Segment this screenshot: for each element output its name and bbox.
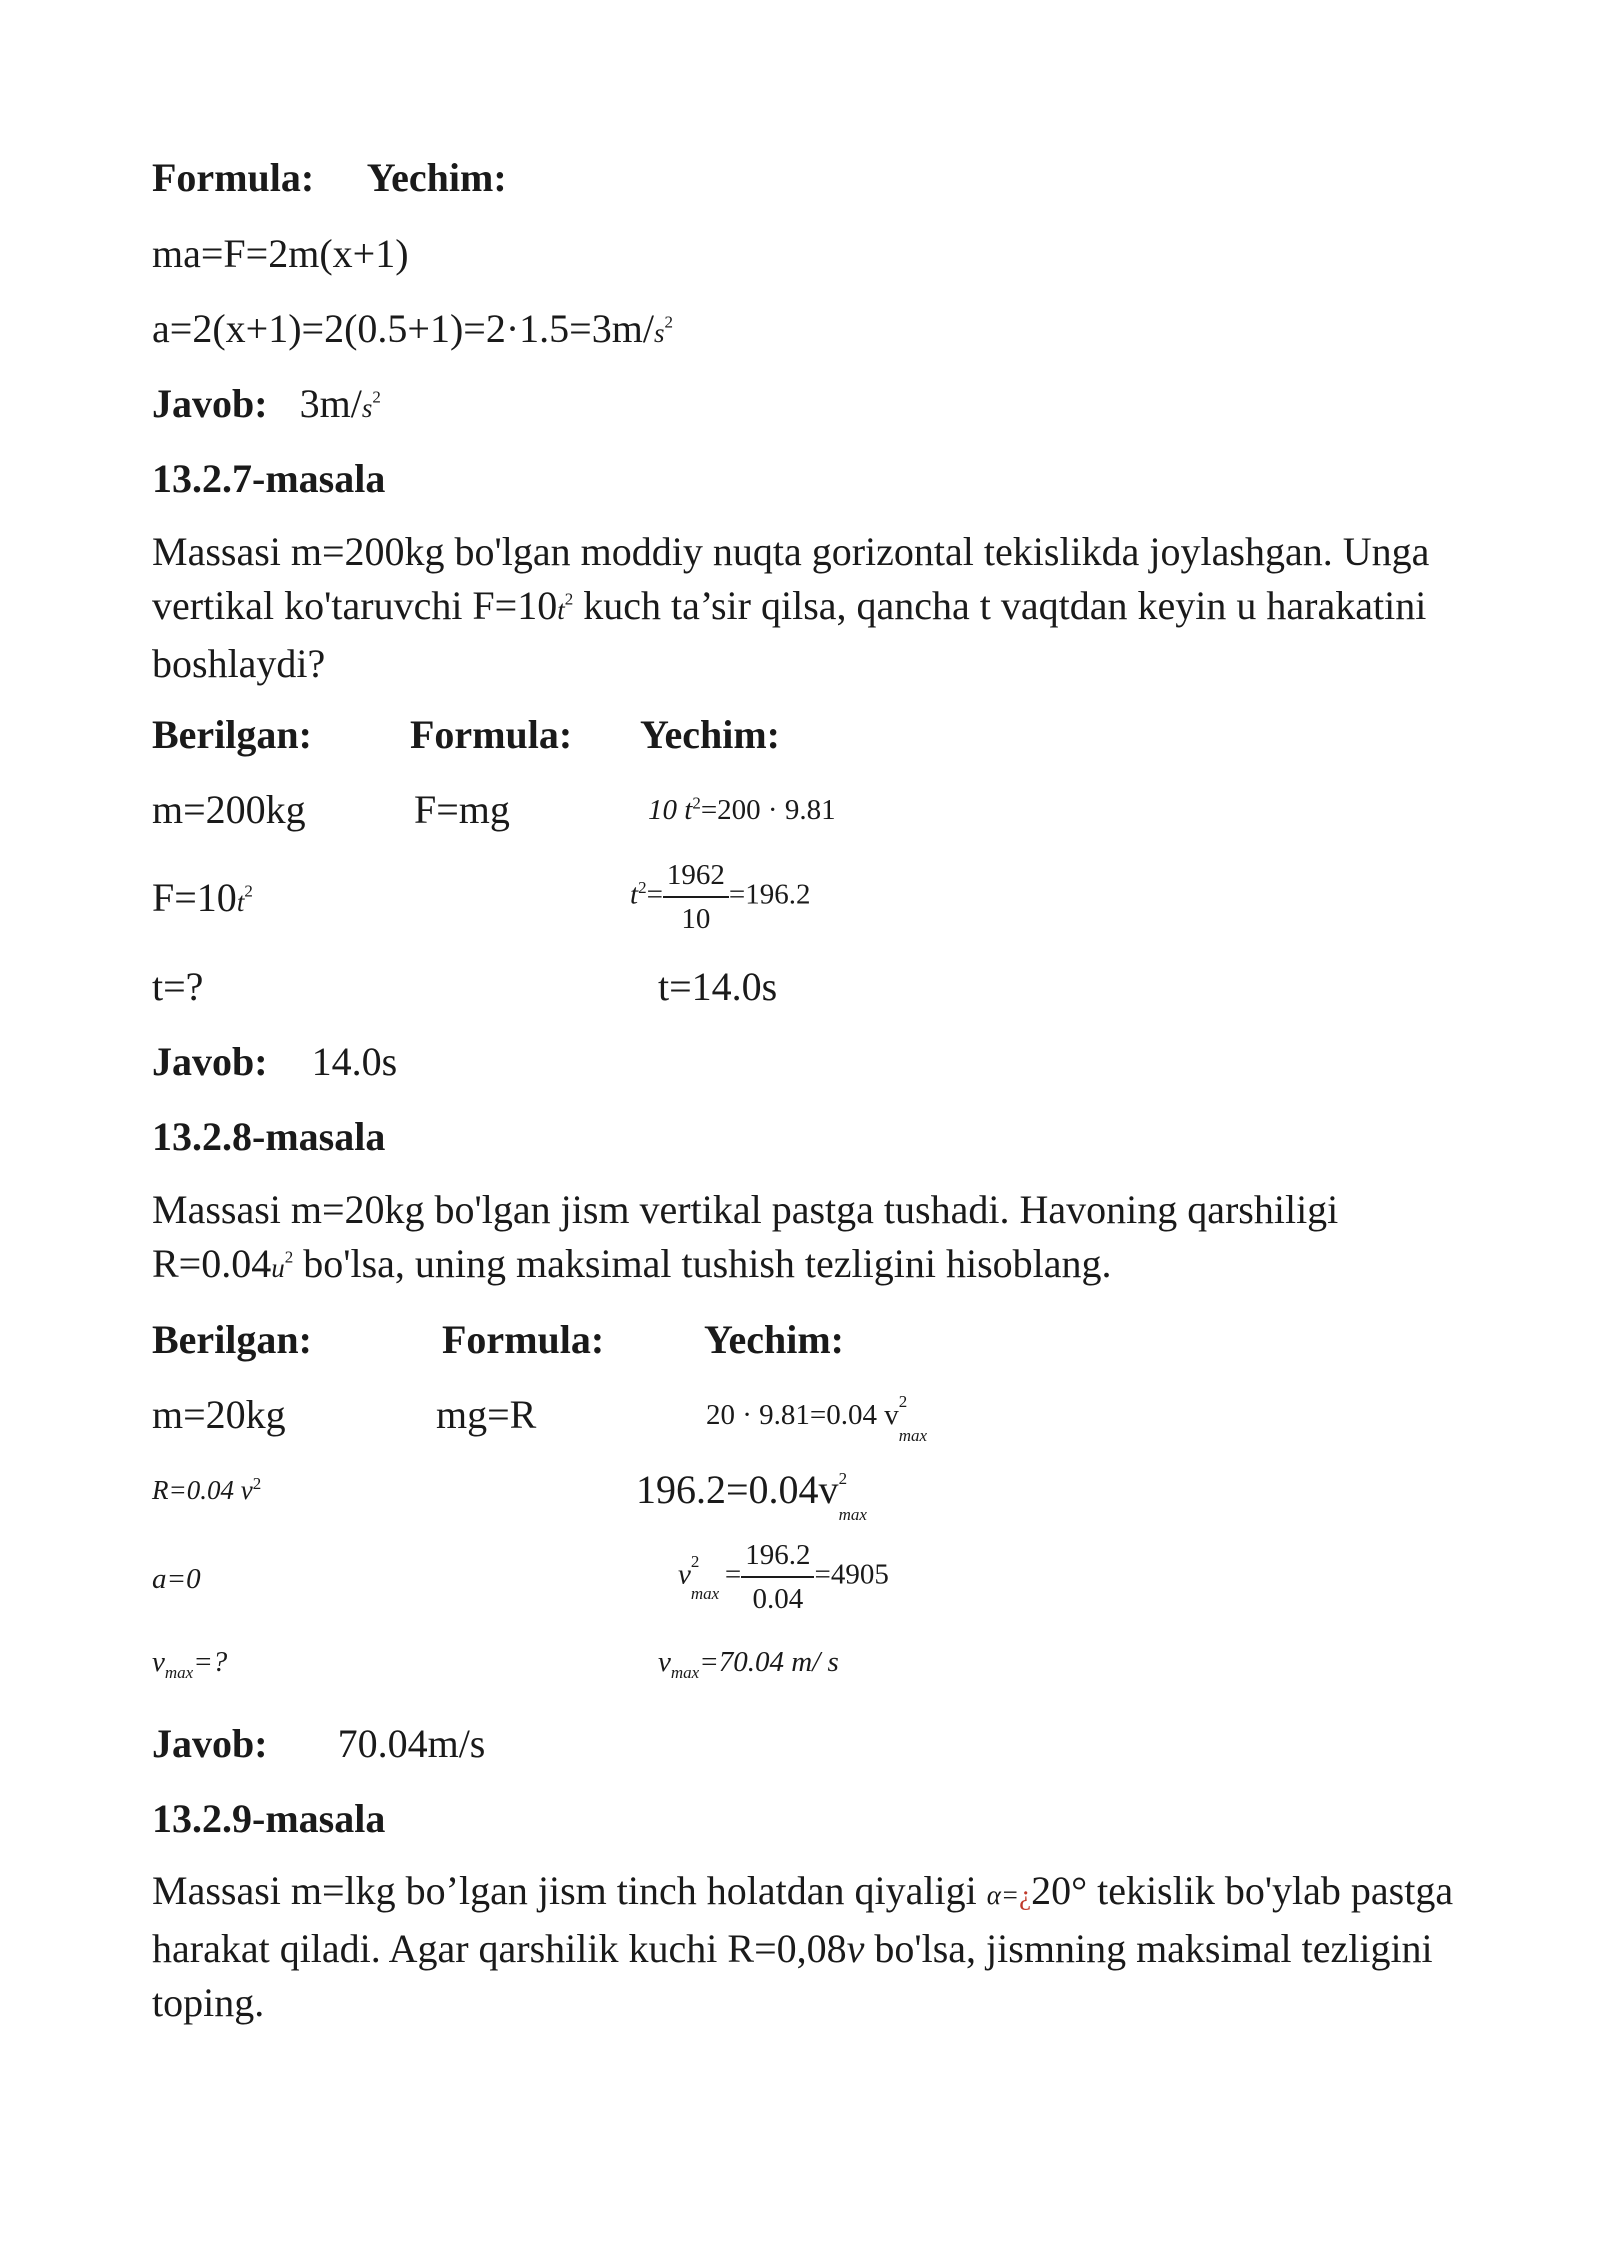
subscript-max: max — [164, 1662, 194, 1682]
javob-value: 3m/ — [299, 381, 362, 426]
subscript-max: max — [670, 1662, 700, 1682]
problem-title-13-2-7: 13.2.7-masala — [152, 456, 386, 501]
problem-text-part: bo'lsa, jismning maksimal tezligini toping. — [152, 1926, 1433, 2025]
solution-step-2-rhs: =196.2 — [728, 878, 811, 911]
problem-text-part: Massasi m=lkg bo’lgan jism tinch holatdan qiyaligi — [152, 1868, 987, 1913]
solution-step-3: v 2 max = $\frac{196.2}{0.04}$ =4905 — [678, 1536, 889, 1618]
solution-step-1-lhs: 10 t — [648, 794, 693, 826]
given-mass: m=200kg — [152, 787, 306, 832]
given-mass: m=20kg — [152, 1392, 286, 1437]
answer-line-top: Javob: $3m/s^2$ — [152, 381, 381, 426]
javob-label: Javob: — [152, 381, 268, 426]
problem-text-part: 20° tekislik bo'ylab pastga harakat qiladi. Agar qarshilik kuchi R=0,08 — [152, 1868, 1454, 1971]
solution-step-1: 20 · 9.81=0.04 v 2 max — [706, 1392, 928, 1445]
given-force: $F=10t^2$ — [152, 875, 253, 920]
fraction-numerator: 1962 — [663, 856, 729, 898]
formula-label: Formula: — [152, 155, 315, 200]
problem-text-part: Massasi m=20kg bo'lgan jism vertikal pastga tushadi. Havoning qarshiligi R=0.04 — [152, 1187, 1339, 1286]
given-force-text: F=10 — [152, 875, 237, 920]
fraction — [741, 1536, 814, 1618]
yechim-label: Yechim: — [640, 712, 780, 757]
problem-variable: t — [557, 595, 565, 625]
formula-label: Formula: — [442, 1317, 605, 1362]
javob-value: 70.04m/s — [337, 1721, 486, 1766]
fraction — [663, 856, 729, 938]
formula-yechim-header — [152, 152, 507, 204]
alpha-symbol: α= — [986, 1880, 1020, 1910]
given-unknown-t: t=? — [152, 964, 204, 1009]
problem-text-13-2-8: Massasi m=20kg bo'lgan jism vertikal pastga tushadi. Havoning qarshiligi $R=0.04u^2$ bo'lsa, uning maksimal tushish tezligini hisoblang. — [152, 1187, 1339, 1286]
velocity-symbol: v — [678, 1558, 691, 1591]
solution-step-3-rhs: =4905 — [814, 1558, 889, 1591]
problem-title-13-2-8: 13.2.8-masala — [152, 1114, 386, 1159]
javob-label: Javob: — [152, 1721, 268, 1766]
javob-value: 14.0s — [311, 1039, 398, 1084]
answer-line-13-2-7 — [152, 1036, 397, 1088]
equation-2-unit: s — [653, 318, 665, 348]
solution-result: t=14.0s — [658, 964, 778, 1009]
formula-mg-r: mg=R — [436, 1392, 537, 1437]
given-resistance: R=0.04 $v^2$ — [152, 1474, 262, 1505]
given-force-var: t — [236, 887, 245, 917]
solution-step-1-text: 20 · 9.81=0.04 v — [706, 1399, 899, 1431]
fraction-denominator: 10 — [681, 903, 711, 935]
problem-title-13-2-9: 13.2.9-masala — [152, 1796, 386, 1841]
formula-label: Formula: — [410, 712, 573, 757]
equation-2: $a=2(x+1)=2(0.5+1)=2\cdot 1.5=3m/s^2$ — [152, 306, 673, 351]
formula-f-mg: F=mg — [414, 787, 510, 832]
equation-2-text: a=2(x+1)=2(0.5+1)=2·1.5=3m/ — [152, 306, 654, 351]
problem-text-13-2-7: Massasi m=200kg bo'lgan moddiy nuqta gorizontal tekislikda joylashgan. Unga vertikal ko'taruvchi $F=10t^2$ kuch ta’sir qilsa, qancha t vaqtdan keyin u harakatini boshlaydi? — [152, 529, 1430, 686]
solution-step-1-rhs: =200 · 9.81 — [700, 794, 836, 826]
solution-step-1: 10 $t^2=200 \cdot 9.81$ — [648, 793, 836, 826]
problem-text-part: bo'lsa, uning maksimal tushish tezligini hisoblang. — [293, 1241, 1112, 1286]
problem-text-part: kuch ta’sir qilsa, qancha t vaqtdan keyin u harakatini boshlaydi? — [152, 583, 1427, 686]
fraction-numerator: 196.2 — [741, 1536, 814, 1578]
given-unknown-vmax — [152, 1636, 227, 1688]
inverted-question-mark: ¿ — [1019, 1880, 1032, 1910]
problem-text-13-2-9 — [152, 1864, 1472, 2030]
velocity-symbol: v — [846, 1926, 865, 1971]
velocity-symbol: v — [152, 1646, 165, 1678]
solution-step-4-rhs: =70.04 m/ s — [699, 1646, 839, 1678]
solution-step-2: 196.2=0.04v 2 max — [636, 1467, 867, 1524]
given-unknown-text: =? — [193, 1646, 228, 1678]
yechim-label: Yechim: — [366, 155, 507, 200]
equation-1: ma=F=2m(x+1) — [152, 231, 409, 276]
yechim-label: Yechim: — [704, 1317, 844, 1362]
answer-line-13-2-8 — [152, 1718, 485, 1770]
fraction-denominator: 0.04 — [752, 1583, 804, 1615]
solution-step-2: $t^2=$ $\frac{1962}{10}$ =196.2 — [630, 856, 811, 938]
solution-step-2-lhs: t — [630, 878, 639, 911]
velocity-symbol: v — [658, 1646, 671, 1678]
javob-label: Javob: — [152, 1039, 268, 1084]
given-acceleration: a=0 — [152, 1563, 201, 1595]
solution-step-2-text: 196.2=0.04v — [636, 1467, 839, 1512]
berilgan-label: Berilgan: — [152, 1317, 312, 1362]
berilgan-label: Berilgan: — [152, 712, 312, 757]
given-resistance-text: R=0.04 v — [152, 1475, 253, 1505]
problem-text-part: Massasi m=200kg bo'lgan moddiy nuqta gorizontal tekislikda joylashgan. Unga vertikal ko'taruvchi F=10 — [152, 529, 1430, 628]
javob-unit: s — [361, 393, 373, 423]
solution-step-4 — [658, 1636, 839, 1688]
problem-variable: u — [271, 1253, 285, 1283]
